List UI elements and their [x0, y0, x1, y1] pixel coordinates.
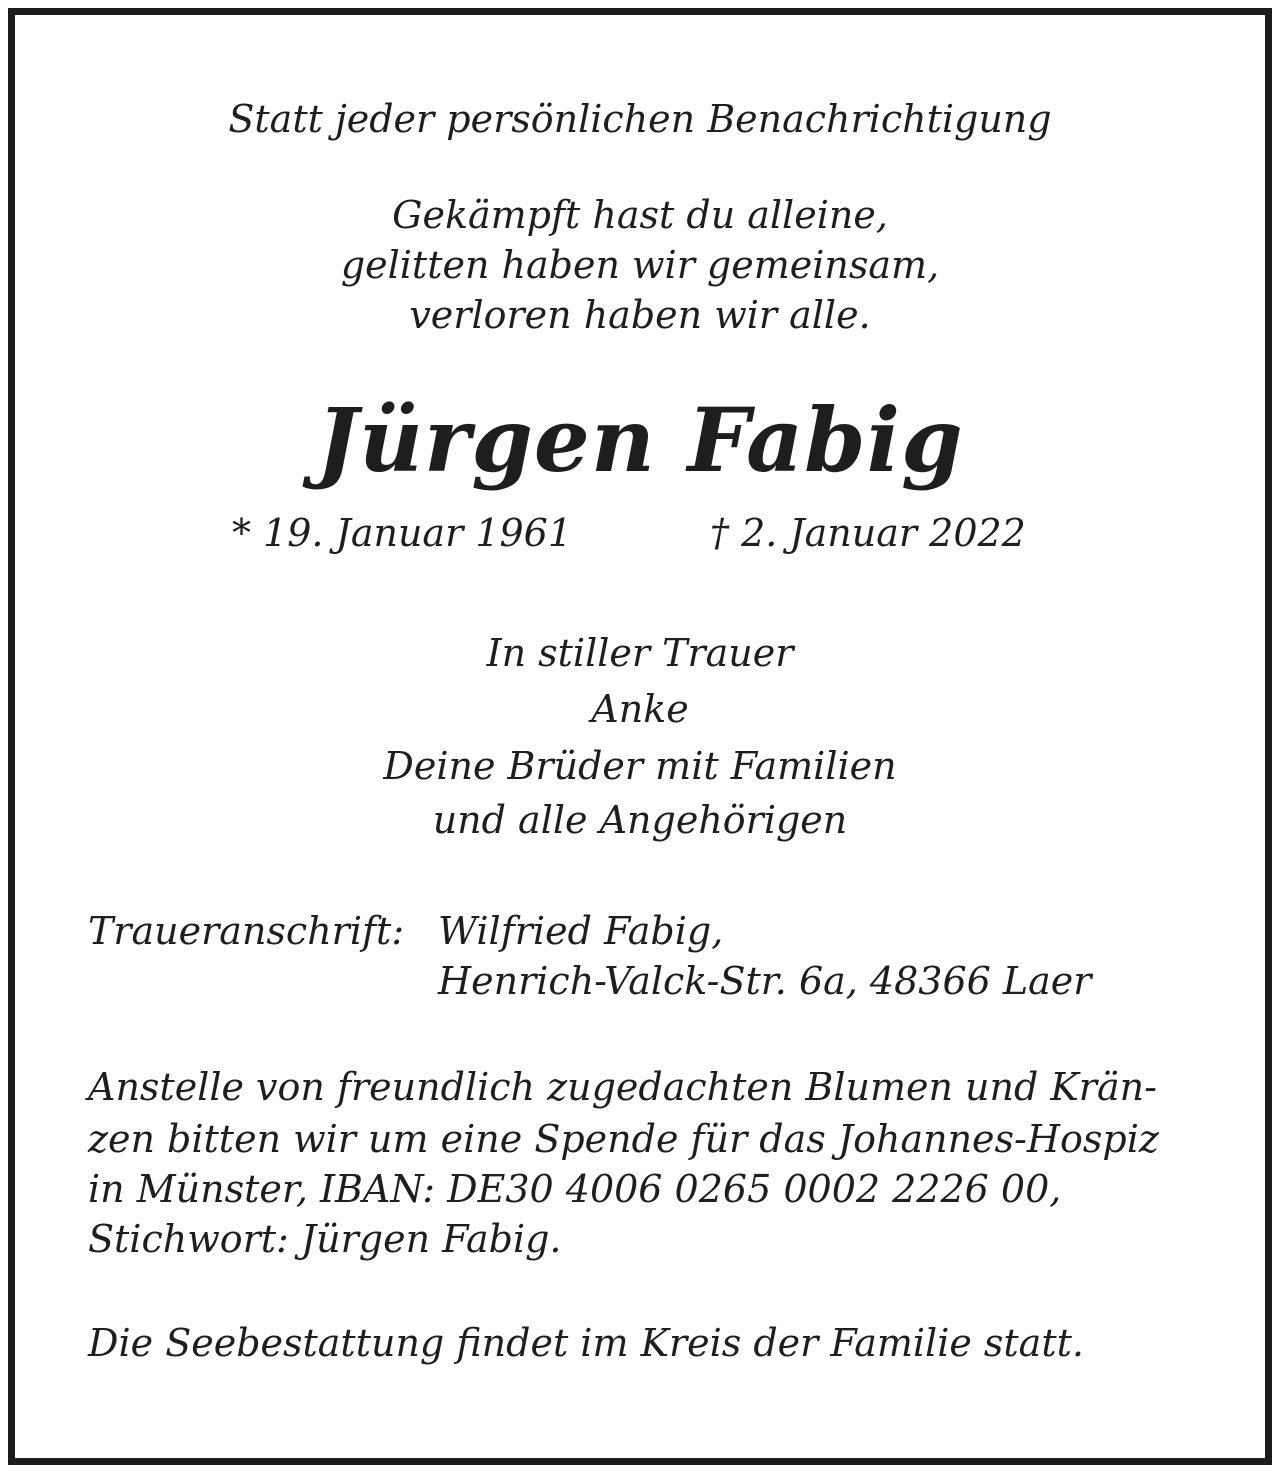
address-line: Henrich-Valck-Str. 6a, 48366 Laer [438, 959, 1092, 1003]
mourner-line: Anke [591, 687, 689, 731]
mourner-line: In stiller Trauer [486, 631, 794, 675]
deceased-name: Jürgen Fabig [316, 388, 964, 492]
donation-line: Anstelle von freundlich zugedachten Blumen und Krän- [88, 1065, 1157, 1109]
death-date: † 2. Januar 2022 [710, 511, 1026, 555]
donation-line: zen bitten wir um eine Spende für das Johannes-Hospiz [88, 1117, 1159, 1161]
donation-line: in Münster, IBAN: DE30 4006 0265 0002 2226 00, [88, 1167, 1062, 1211]
donation-line: Stichwort: Jürgen Fabig. [88, 1217, 562, 1261]
address-label: Traueranschrift: [88, 909, 405, 953]
birth-date: * 19. Januar 1961 [232, 511, 573, 555]
mourner-line: und alle Angehörigen [432, 798, 848, 842]
address-line: Wilfried Fabig, [438, 909, 724, 953]
mourner-line: Deine Brüder mit Familien [383, 744, 897, 788]
poem-line: verloren haben wir alle. [409, 293, 871, 337]
header-line: Statt jeder persönlichen Benachrichtigung [228, 97, 1052, 141]
poem-line: Gekämpft hast du alleine, [392, 193, 888, 237]
closing-line: Die Seebestattung findet im Kreis der Familie statt. [88, 1321, 1084, 1365]
poem-line: gelitten haben wir gemeinsam, [340, 243, 940, 287]
